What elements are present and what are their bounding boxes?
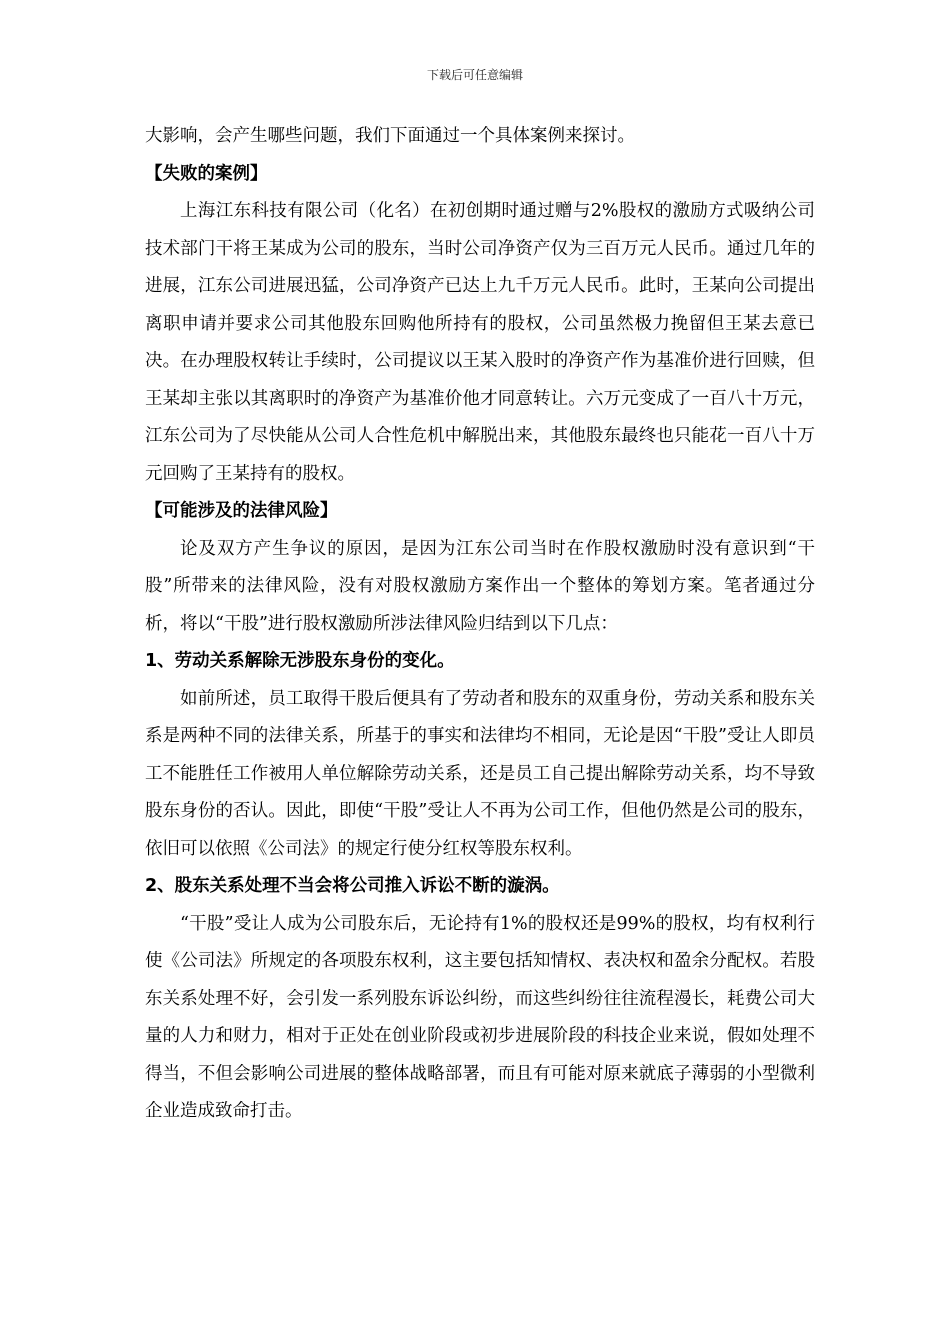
subheading-labor-relation: 1、劳动关系解除无涉股东身份的变化。 (145, 651, 455, 671)
document-body (145, 118, 815, 1131)
paragraph-labor-relation: 如前所述，员工取得干股后便具有了劳动者和股东的双重身份，劳动关系和股东关系是两种不同的法律关系，所基于的事实和法律均不相同，无论是因“干股”受让人即员工不能胜任工作被用人单位解除劳动关系，还是员工自己提出解除劳动关系，均不导致股东身份的否认。因此，即使“干股”受让人不再为公司工作，但他仍然是公司的股东，依旧可以依照《公司法》的规定行使分红权等股东权利。 (145, 688, 815, 859)
paragraph-risk-analysis: 论及双方产生争议的原因，是因为江东公司当时在作股权激励时没有意识到“干股”所带来的法律风险，没有对股权激励方案作出一个整体的筹划方案。笔者通过分析，将以“干股”进行股权激励所涉法律风险归结到以下几点： (145, 538, 815, 634)
subheading-shareholder-relation: 2、股东关系处理不当会将公司推入诉讼不断的漩涡。 (145, 876, 560, 896)
paragraph-intro-continuation: 大影响，会产生哪些问题，我们下面通过一个具体案例来探讨。 (145, 126, 635, 146)
page-header: 下载后可任意编辑 (426, 68, 523, 82)
paragraph-case-description: 上海江东科技有限公司（化名）在初创期时通过赠与2%股权的激励方式吸纳公司技术部门干将王某成为公司的股东，当时公司净资产仅为三百万元人民币。通过几年的进展，江东公司进展迅猛，公司净资产已达上九千万元人民币。此时，王某向公司提出离职申请并要求公司其他股东回购他所持有的股权，公司虽然极力挽留但王某去意已决。在办理股权转让手续时，公司提议以王某入股时的净资产作为基准价进行回赎，但王某却主张以其离职时的净资产为基准价他才同意转让。六万元变成了一百八十万元，江东公司为了尽快能从公司人合性危机中解脱出来，其他股东最终也只能花一百八十万元回购了王某持有的股权。 (145, 201, 815, 484)
section-heading-legal-risks: 【可能涉及的法律风险】 (145, 501, 338, 521)
section-heading-failed-case: 【失败的案例】 (145, 163, 268, 184)
paragraph-shareholder-relation: “干股”受让人成为公司股东后，无论持有1%的股权还是99%的股权，均有权利行使《公司法》所规定的各项股东权利，这主要包括知情权、表决权和盈余分配权。若股东关系处理不好，会引发一系列股东诉讼纠纷，而这些纠纷往往流程漫长，耗费公司大量的人力和财力，相对于正处在创业阶段或初步进展阶段的科技企业来说，假如处理不得当，不但会影响公司进展的整体战略部署，而且有可能对原来就底子薄弱的小型微利企业造成致命打击。 (145, 913, 815, 1121)
